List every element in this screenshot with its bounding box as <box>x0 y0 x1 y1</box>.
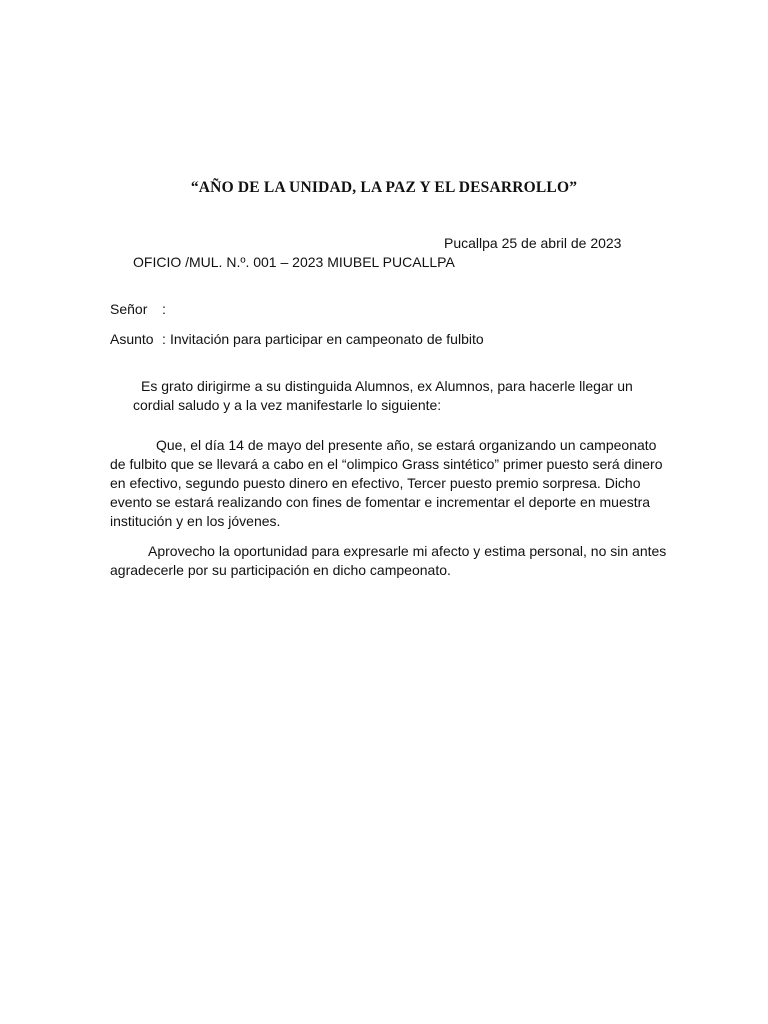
subject-row <box>110 330 484 349</box>
subject-colon: : <box>162 331 166 347</box>
subject-label: Asunto <box>110 331 154 347</box>
recipient-label: Señor <box>110 301 148 317</box>
oficio-reference: OFICIO /MUL. N.º. 001 – 2023 MIUBEL PUCALLPA <box>133 254 455 270</box>
date-line: Pucallpa 25 de abril de 2023 <box>444 235 622 251</box>
closing-paragraph: Aprovecho la oportunidad para expresarle mi afecto y estima personal, no sin antes agradecerle por su participación en dicho campeonato. <box>110 543 667 578</box>
year-title: “AÑO DE LA UNIDAD, LA PAZ Y EL DESARROLLO” <box>190 179 578 196</box>
event-details-paragraph: Que, el día 14 de mayo del presente año, se estará organizando un campeonato de fulbito que se llevará a cabo en el “olimpico Grass sintético” primer puesto será dinero en efectivo, segundo puesto dinero en efectivo, Tercer puesto premio sorpresa. Dicho evento se estará realizando con fines de fomentar e incrementar el deporte en muestra institución y en los jóvenes. <box>110 437 663 529</box>
recipient-colon: : <box>162 301 166 317</box>
subject-value: Invitación para participar en campeonato de fulbito <box>170 331 484 347</box>
greeting-paragraph: Es grato dirigirme a su distinguida Alumnos, ex Alumnos, para hacerle llegar un cordial saludo y a la vez manifestarle lo siguiente: <box>133 378 633 413</box>
recipient-row <box>110 300 170 319</box>
